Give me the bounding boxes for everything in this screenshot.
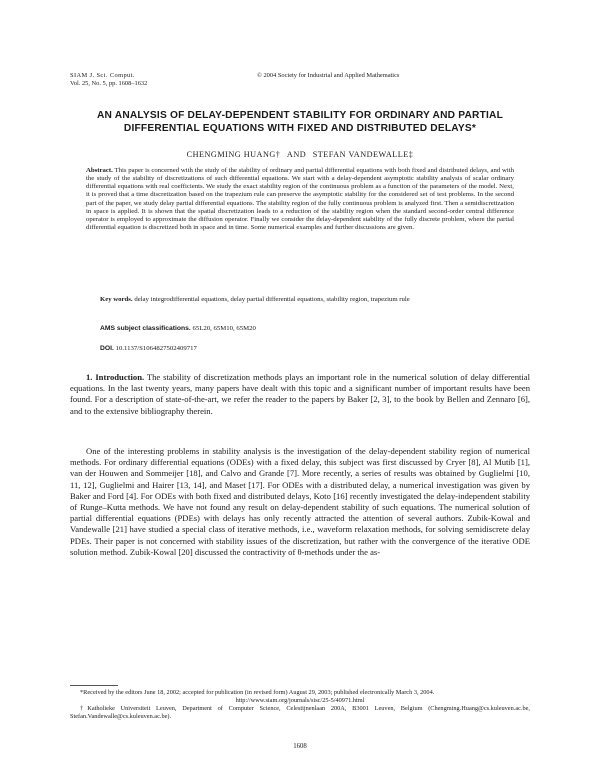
ams-label: AMS subject classifications. <box>100 325 191 332</box>
author-2: STEFAN VANDEWALLE‡ <box>312 150 414 159</box>
footnotes <box>70 689 530 721</box>
intro-paragraph-1-text: The stability of discretization methods plays an important role in the numerical solution of delay differential equations. In the last twenty years, many papers have dealt with this topic and a significant number of important results have been found. For a description of state-of-the-art, we refer the reader to the papers by Baker [2, 3], to the book by Bellen and Zennaro [6], and to the extensive bibliography therein. <box>70 372 530 416</box>
abstract-text: This paper is concerned with the study of the stability of ordinary and partial differential equations with both fixed and distributed delays, and with the study of the stability of discretizations of such differential equations. We start with a delay-dependent asymptotic stability analysis of scalar ordinary differential equations with real coefficients. We study the exact stability region of the continuous problem as a function of the parameters of the model. Next, it is proved that a time discretization based on the trapezium rule can preserve the asymptotic stability for the considered set of test problems. In the second part of the paper, we study delay partial differential equations. The stability region of the fully continuous problem is analyzed first. Then a semidiscretization in space is applied. It is shown that the spatial discretization leads to a reduction of the stability region when the standard second-order central difference operator is employed to approximate the diffusion operator. Finally we consider the delay-dependent stability of the fully discrete problem, where the partial differential equation is discretized both in space and in time. Some numerical examples and further discussions are given. <box>86 167 514 231</box>
author-conjunction: AND <box>286 150 307 159</box>
doi-text: 10.1137/S1064827502409717 <box>115 345 197 352</box>
doi-label: DOI. <box>100 345 114 352</box>
copyright-notice: © 2004 Society for Industrial and Applied Mathematics <box>257 72 400 79</box>
keywords-label: Key words. <box>100 296 133 303</box>
footnote-url: http://www.siam.org/journals/sisc/25-5/40971.html <box>235 697 365 704</box>
intro-paragraph-2: One of the interesting problems in stability analysis is the investigation of the delay-dependent stability region of numerical methods. For ordinary differential equations (ODEs) with a fixed delay, this subject was first discussed by Cryer [8], Al Mutib [1], van der Houwen and Sommeijer [18], and Calvo and Grande [7]. More recently, a series of results was obtained by Guglielmi [10, 11, 12], Guglielmi and Hairer [13, 14], and Maset [17]. For ODEs with a distributed delay, a numerical investigation was given by Baker and Ford [4]. For ODEs with both fixed and distributed delays, Koto [16] recently investigated the delay-independent stability of Runge–Kutta methods. We have not found any result on delay-dependent stability of such equations. The numerical solution of partial differential equations (PDEs) with delays has only recently attracted the attention of several authors. Zubik-Kowal and Vandewalle [21] have studied a special class of iterative methods, i.e., waveform relaxation methods, for solving semidiscrete delay PDEs. Their paper is not concerned with stability issues of the discretization, but rather with the convergence of the iterative ODE solution method. Zubik-Kowal [20] discussed the contractivity of θ-methods under the as- <box>70 446 530 557</box>
footnote-rule <box>70 685 118 686</box>
ams-classifications <box>100 325 514 333</box>
paper-title: AN ANALYSIS OF DELAY-DEPENDENT STABILITY FOR ORDINARY AND PARTIAL DIFFERENTIAL EQUATIONS WITH FIXED AND DISTRIBUTED DELAYS* <box>97 110 503 134</box>
abstract <box>86 167 514 232</box>
author-1: CHENGMING HUANG† <box>186 150 281 159</box>
author-line <box>100 150 500 159</box>
journal-info <box>70 72 250 88</box>
abstract-label: Abstract. <box>86 167 113 174</box>
section-heading: 1. Introduction. <box>86 372 145 382</box>
ams-text: 65L20, 65M10, 65M20 <box>192 325 256 332</box>
footnote-received: *Received by the editors June 18, 2002; accepted for publication (in revised form) August 29, 2003; published electronically March 3, 2004. <box>80 689 435 696</box>
page-number: 1608 <box>293 743 307 750</box>
footnote-affiliation: †Katholieke Universiteit Leuven, Department of Computer Science, Celestijnenlaan 200A, B3001 Leuven, Belgium (Chengming.Huang@cs.kuleuven.ac.be, Stefan.Vandewalle@cs.kuleuven.ac.be). <box>70 705 530 720</box>
keywords <box>86 296 514 304</box>
doi <box>100 345 514 353</box>
intro-paragraph-1 <box>70 372 530 417</box>
journal-name: SIAM J. Sci. Comput. <box>70 72 135 79</box>
volume-info: Vol. 25, No. 5, pp. 1608–1632 <box>70 80 148 87</box>
keywords-text: delay integrodifferential equations, delay partial differential equations, stability region, trapezium rule <box>134 296 410 303</box>
